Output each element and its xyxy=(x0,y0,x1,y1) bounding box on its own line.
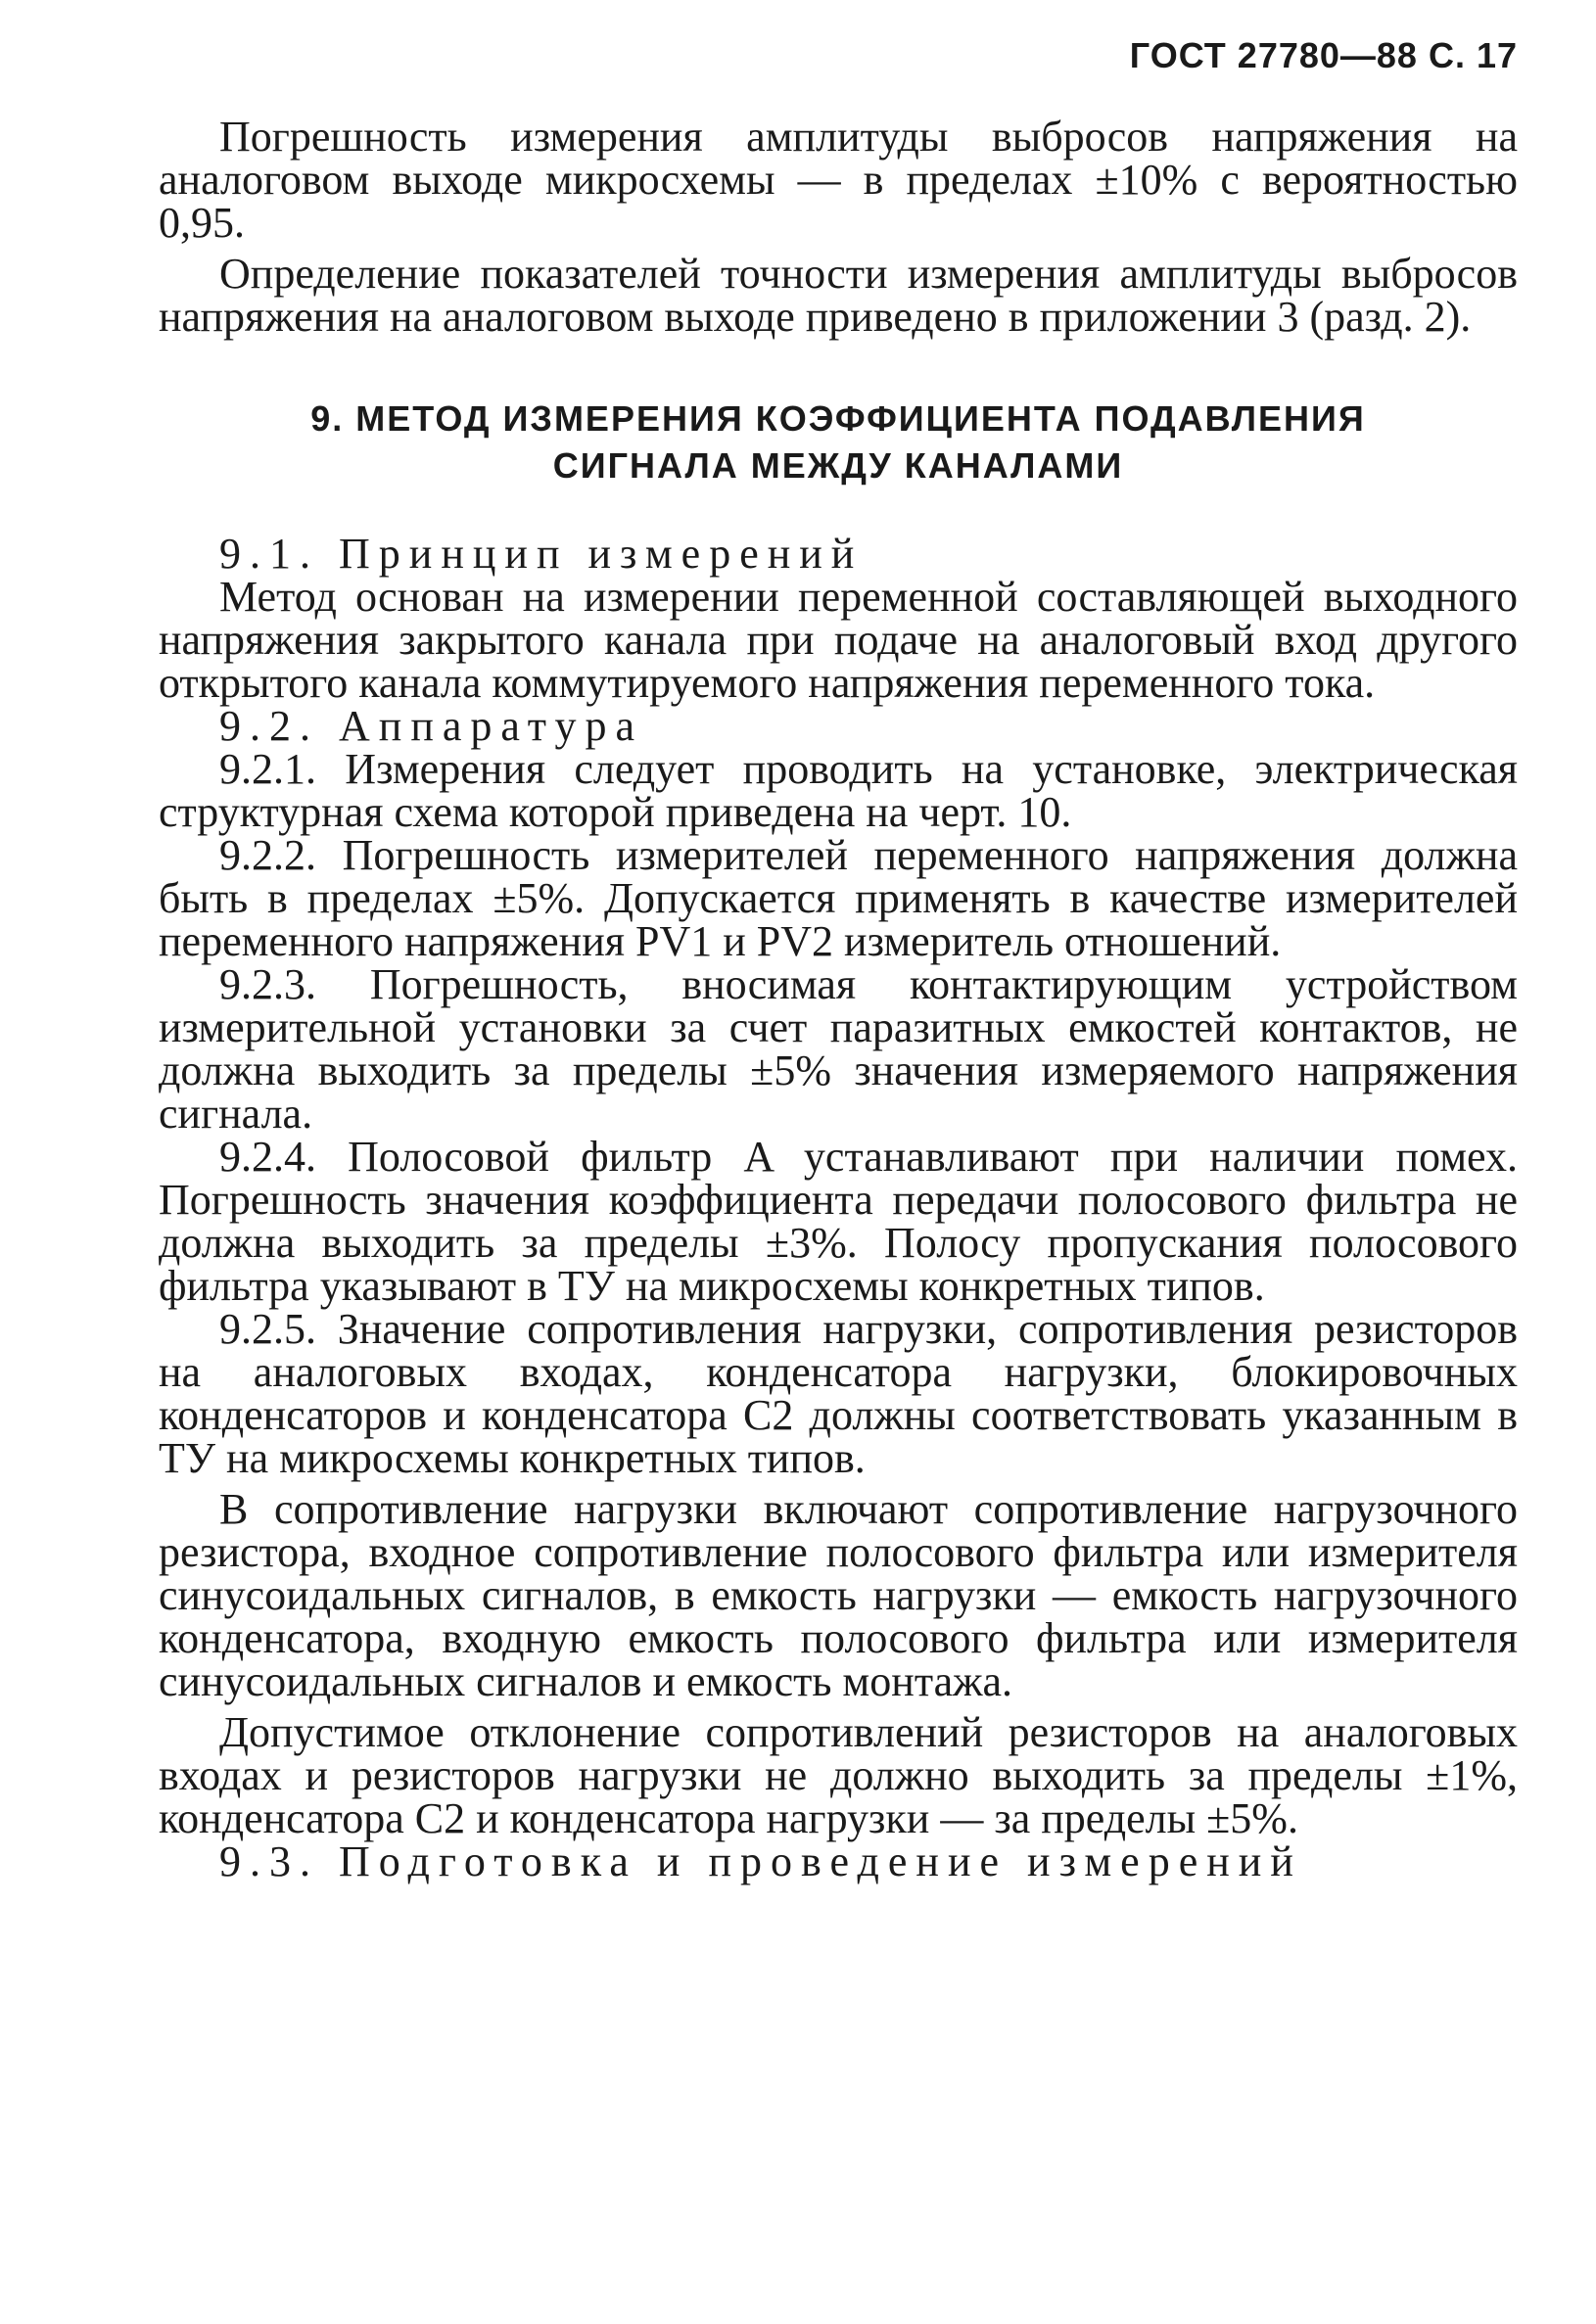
paragraph-tolerance: Допустимое отклонение сопротивлений резисторов на аналоговых входах и резисторов нагрузки не должно выходить за пределы ±1%, конденсатора C2 и конденсатора нагрузки — за пределы ±5%. xyxy=(159,1708,1518,1842)
subsection-heading-9-3: 9.3. Подготовка и проведение измерений xyxy=(219,1837,1302,1885)
section-title-line-2: СИГНАЛА МЕЖДУ КАНАЛАМИ xyxy=(552,445,1124,486)
paragraph-9-1-method: Метод основан на измерении переменной составляющей выходного напряжения закрытого канала при подаче на аналоговый вход другого открытого канала коммутируемого напряжения переменного тока. xyxy=(159,573,1518,707)
section-title-line-1: 9. МЕТОД ИЗМЕРЕНИЯ КОЭФФИЦИЕНТА ПОДАВЛЕНИЯ xyxy=(310,398,1366,439)
paragraph-9-2-5: 9.2.5. Значение сопротивления нагрузки, сопротивления резисторов на аналоговых входах, конденсатора нагрузки, блокировочных конденсаторов и конденсатора C2 должны соответствовать указанным в ТУ на микросхемы конкретных типов. xyxy=(159,1305,1518,1482)
paragraph-9-2-1: 9.2.1. Измерения следует проводить на установке, электрическая структурная схема которой приведена на черт. 10. xyxy=(159,745,1518,836)
subsection-heading-9-1: 9.1. Принцип измерений xyxy=(219,530,864,578)
page-body xyxy=(159,113,1518,1885)
paragraph-9-2-4: 9.2.4. Полосовой фильтр A устанавливают при наличии помех. Погрешность значения коэффициента передачи полосового фильтра не должна выходить за пределы ±3%. Полосу пропускания полосового фильтра указывают в ТУ на микросхемы конкретных типов. xyxy=(159,1133,1518,1310)
paragraph-9-2-2: 9.2.2. Погрешность измерителей переменного напряжения должна быть в пределах ±5%. Допускается применять в качестве измерителей переменного напряжения PV1 и PV2 измеритель отношений. xyxy=(159,831,1518,965)
paragraph-accuracy: Погрешность измерения амплитуды выбросов напряжения на аналоговом выходе микросхемы — в пределах ±10% с вероятностью 0,95. xyxy=(159,113,1518,247)
page-header: ГОСТ 27780—88 С. 17 xyxy=(1129,35,1518,75)
paragraph-9-2-3: 9.2.3. Погрешность, вносимая контактирующим устройством измерительной установки за счет паразитных емкостей контактов, не должна выходить за пределы ±5% значения измеряемого напряжения сигнала. xyxy=(159,960,1518,1138)
paragraph-load-resistance: В сопротивление нагрузки включают сопротивление нагрузочного резистора, входное сопротивление полосового фильтра или измерителя синусоидальных сигналов, в емкость нагрузки — емкость нагрузочного конденсатора, входную емкость полосового фильтра или измерителя синусоидальных сигналов и емкость монтажа. xyxy=(159,1485,1518,1705)
subsection-heading-9-2: 9.2. Аппаратура xyxy=(219,702,643,750)
section-title xyxy=(159,395,1518,489)
paragraph-accuracy-reference: Определение показателей точности измерения амплитуды выбросов напряжения на аналоговом выходе приведено в приложении 3 (разд. 2). xyxy=(159,250,1518,341)
